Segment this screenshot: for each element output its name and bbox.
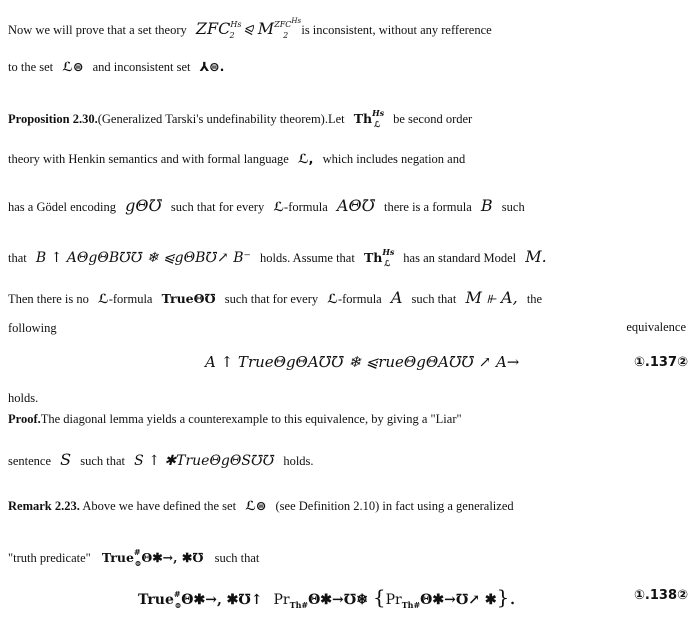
line-3: [8, 105, 472, 132]
line-14: [8, 544, 259, 571]
model-satisfies: M ⫦ A,: [465, 288, 518, 307]
theory-symbol: $Th^{Hs}_ℒ$: [363, 247, 395, 268]
text: is inconsistent, without any refference: [301, 23, 492, 37]
text: holds.: [283, 454, 314, 468]
inconsistent-set-symbol: ⅄⊜.: [199, 59, 225, 74]
text: sentence: [8, 454, 52, 468]
line-2: [8, 59, 224, 75]
text: there is a formula: [383, 200, 472, 214]
godel-encoding: gΘ℧: [125, 196, 162, 215]
line-4: [8, 151, 465, 167]
text: which includes negation and: [322, 152, 466, 166]
text: holds.: [8, 391, 39, 405]
remark-label: Remark 2.23.: [8, 499, 80, 513]
text: Now we will prove that a set theory: [8, 23, 187, 37]
line-6: [8, 244, 547, 271]
equation-number-138: ①.138②: [633, 588, 688, 603]
formula-a: A: [390, 288, 403, 307]
text: such that for every: [224, 292, 319, 306]
text: The diagonal lemma yields a counterexample to this equivalence, by giving a "Liar": [40, 412, 462, 426]
text: -formula: [284, 200, 328, 214]
proof-label: Proof.: [8, 412, 41, 426]
text: "truth predicate": [8, 551, 91, 565]
truth-predicate: TrueΘ℧: [161, 291, 216, 306]
language-symbol: ℒ: [327, 291, 338, 306]
text: has a Gödel encoding: [8, 200, 116, 214]
diagonal-formula: B ↑ AΘgΘB℧℧ ❄ ⩿gΘB℧↗ B⁻: [35, 250, 251, 266]
text: be second order: [393, 112, 473, 126]
line-5: [8, 198, 525, 215]
text: such that for every: [170, 200, 265, 214]
sentence-s: S: [60, 450, 72, 469]
formula-b: B: [480, 196, 493, 215]
text: theory with Henkin semantics and with formal language: [8, 152, 289, 166]
set-symbol: ℒ⊜: [245, 498, 267, 513]
text: Then there is no: [8, 292, 89, 306]
generalized-truth-predicate: True#$_⊜$Θ✱→, ✱℧: [101, 547, 204, 568]
text: holds. Assume that: [260, 251, 355, 265]
text: the: [526, 292, 543, 306]
line-11: [8, 411, 462, 427]
line-8-right: equivalence: [626, 320, 686, 334]
zfc-symbol: $ZFC^{Hs}_2$: [195, 19, 242, 40]
text: has an standard Model: [403, 251, 517, 265]
liar-formula: S ↑ ✱TrueΘgΘS℧℧: [134, 453, 275, 469]
equation-number-137: ①.137②: [633, 355, 688, 370]
text: such that: [214, 551, 260, 565]
text: such: [501, 200, 525, 214]
line-12: [8, 452, 314, 469]
language-symbol: ℒ,: [297, 151, 314, 166]
line-10: [8, 390, 38, 406]
language-symbol: ℒ: [273, 199, 285, 214]
theory-symbol: $Th^{Hs}_ℒ$: [353, 108, 385, 129]
language-symbol: ℒ: [98, 291, 109, 306]
text: such that: [80, 454, 126, 468]
text: that: [8, 251, 27, 265]
text: and inconsistent set: [92, 60, 191, 74]
text: (Generalized Tarski's undefinability theorem).Let: [97, 112, 345, 126]
text: -formula: [337, 292, 382, 306]
text: Above we have defined the set: [82, 499, 237, 513]
text: -formula: [108, 292, 153, 306]
text: following: [8, 321, 57, 335]
equation-137: A ↑ TrueΘgΘA℧℧ ❄ ⩿rueΘgΘA℧℧ ↗ A→: [205, 353, 520, 371]
line-7: [8, 290, 542, 307]
formula-a: AΘ℧: [336, 196, 375, 215]
model-symbol: ⪨ $M^{ZFCHs}_2$: [243, 17, 302, 40]
line-8-left: [8, 320, 57, 336]
set-symbol: ℒ⊜: [62, 59, 84, 74]
proposition-label: Proposition 2.30.: [8, 112, 98, 126]
line-1: [8, 13, 492, 44]
equation-138: True#$_⊜$Θ✱→, ✱℧↑ $Pr_{Th\#}\Theta✱\to℧❄$ {$Pr_{Th\#}\Theta✱\to℧↗$ ✱}.: [138, 585, 516, 610]
text: such that: [411, 292, 457, 306]
text: to the set: [8, 60, 54, 74]
line-13: [8, 498, 514, 514]
model-m: M.: [525, 247, 547, 266]
text: (see Definition 2.10) in fact using a generalized: [275, 499, 514, 513]
